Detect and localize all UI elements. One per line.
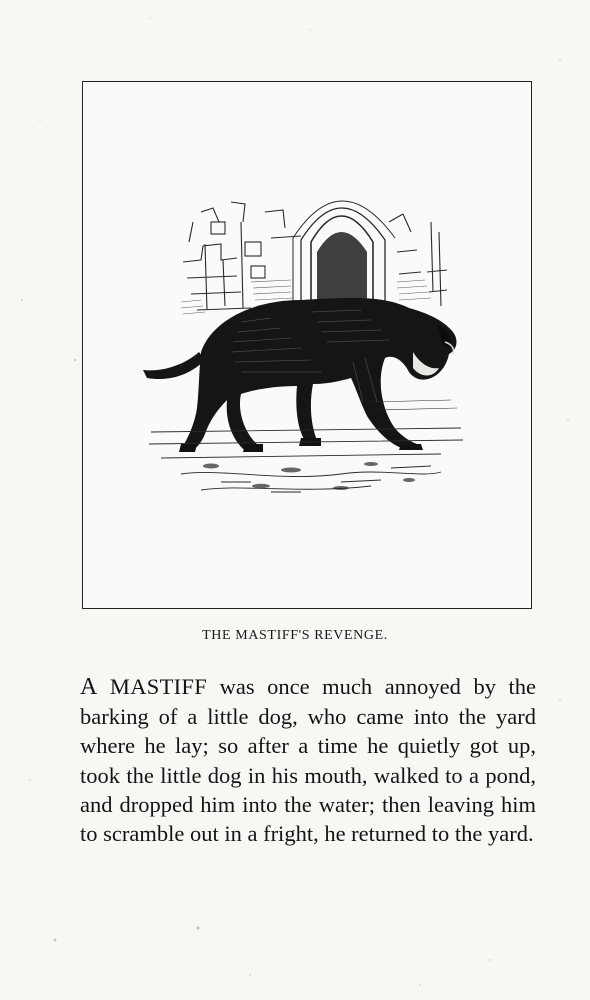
story-paragraph <box>80 672 536 848</box>
illustration-frame <box>82 81 532 609</box>
mastiff-engraving-image <box>141 182 475 502</box>
lead-word: MASTIFF <box>109 674 208 699</box>
lead-letter: A <box>80 674 98 700</box>
illustration-caption: THE MASTIFF'S REVENGE. <box>202 628 388 643</box>
story-body: was once much annoyed by the barking of a little dog, who came into the yard where he lay; so after a time he quietly got up, took the little dog in his mouth, walked to a pond, and dropped him into the water; then leaving him to scramble out in a fright, he returned to the yard. <box>80 674 537 847</box>
